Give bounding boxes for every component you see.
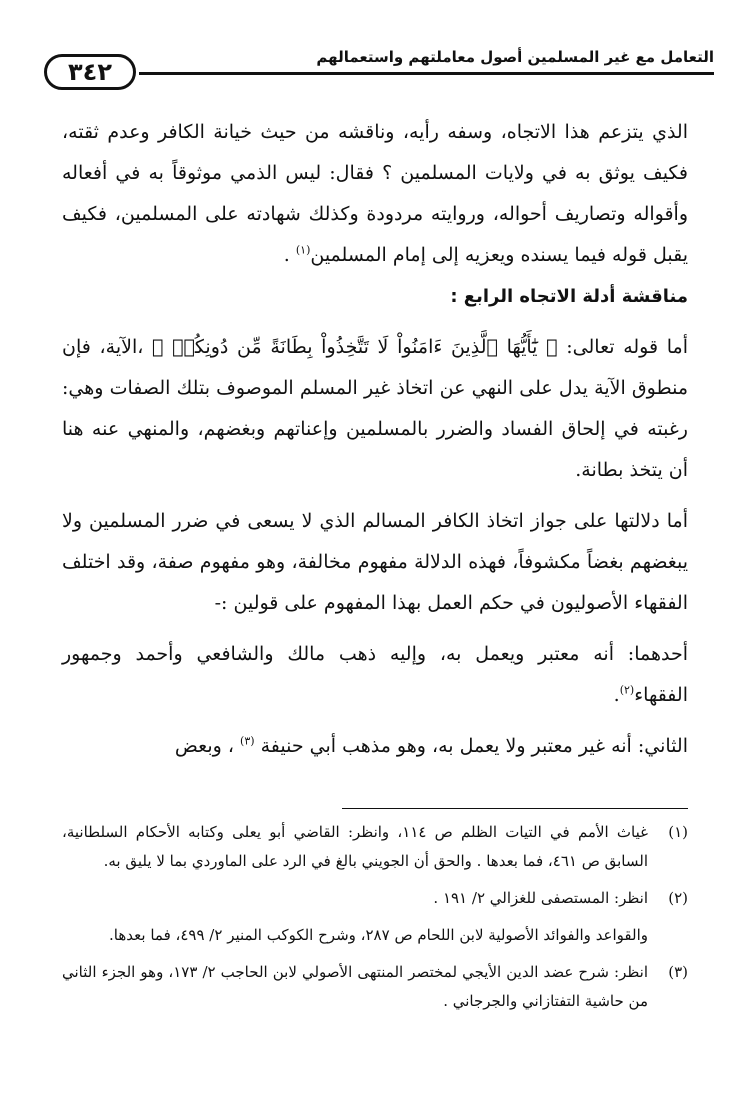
footnote-ref-2: (٢) bbox=[619, 683, 635, 697]
paragraph-1-text: الذي يتزعم هذا الاتجاه، وسفه رأيه، وناقشه من حيث خيانة الكافر وعدم ثقته، فكيف يوثق به في ولايات المسلمين ؟ فقال: ليس الذمي موثوقاً به في أفعاله وأقواله وتصاريف أحواله، وروايته مردودة وكذلك شهادته على المسلمين، فكيف يقبل قوله فيما يسنده ويعزيه إلى إمام المسلمين bbox=[62, 121, 688, 266]
footnote-number: (٣) bbox=[668, 963, 688, 981]
page-header bbox=[44, 44, 714, 92]
paragraph-2-rest: ،الآية، فإن منطوق الآية يدل على النهي عن اتخاذ غير المسلم الموصوف بتلك الصفات وهي: رغبته في إلحاق الفساد والضرر بالمسلمين وإعناتهم وبغضهم، والمنهي عنه هنا أن يتخذ بطانة. bbox=[62, 336, 688, 481]
paragraph-2 bbox=[62, 327, 688, 491]
paragraph-2-start: أما قوله تعالى: bbox=[566, 336, 688, 358]
footnote bbox=[62, 884, 688, 913]
paragraph-5-end: ، وبعض bbox=[174, 735, 234, 757]
running-title: التعامل مع غير المسلمين أصول معاملتهم واستعمالهم bbox=[316, 48, 714, 66]
main-text bbox=[62, 112, 688, 767]
footnotes bbox=[62, 818, 688, 1024]
footnote-text: غياث الأمم في التيات الظلم ص ١١٤، وانظر: القاضي أبو يعلى وكتابه الأحكام السلطانية، السابق ص ٤٦١، فما بعدها . والحق أن الجويني بالغ في الرد على الماوردي بما لا يليق به. bbox=[62, 823, 648, 870]
paragraph-4-text: أحدهما: أنه معتبر ويعمل به، وإليه ذهب مالك والشافعي وأحمد وجمهور الفقهاء bbox=[62, 643, 688, 706]
footnote-separator bbox=[342, 808, 688, 809]
footnote bbox=[62, 818, 688, 876]
footnote bbox=[62, 958, 688, 1016]
paragraph-5 bbox=[62, 726, 688, 767]
header-rule bbox=[139, 72, 714, 75]
footnote-ref-1: (١) bbox=[295, 243, 311, 257]
paragraph-5-text: الثاني: أنه غير معتبر ولا يعمل به، وهو مذهب أبي حنيفة bbox=[260, 735, 688, 757]
quran-verse: ﴿ يَٰٓأَيُّهَا ٱلَّذِينَ ءَامَنُواْ لَا تَتَّخِذُواْ بِطَانَةً مِّن دُونِكُمۡ ﴾ bbox=[152, 336, 558, 358]
paragraph-4: أحدهما: أنه معتبر ويعمل به، وإليه ذهب مالك والشافعي وأحمد وجمهور الفقهاء$^{(٢)}$. bbox=[62, 643, 688, 706]
paragraph-3: أما دلالتها على جواز اتخاذ الكافر المسالم الذي لا يسعى في ضرر المسلمين ولا يبغضهم بغضاً مكشوفاً، فهذه الدلالة مفهوم مخالفة، وهو مفهوم صفة، وقد اختلف الفقهاء الأصوليون في حكم العمل بهذا المفهوم على قولين :- bbox=[62, 510, 688, 614]
footnote-number bbox=[648, 921, 688, 950]
paragraph-1: الذي يتزعم هذا الاتجاه، وسفه رأيه، وناقشه من حيث خيانة الكافر وعدم ثقته، فكيف يوثق به في ولايات المسلمين ؟ فقال: ليس الذمي موثوقاً به في أفعاله وأقواله وتصاريف أحواله، وروايته مردودة وكذلك شهادته على المسلمين، فكيف يقبل قوله فيما يسنده ويعزيه إلى إمام المسلمين$^{(١)}$ . bbox=[62, 121, 688, 266]
page-number-frame bbox=[44, 54, 136, 90]
footnote-ref-3: (٣) bbox=[240, 734, 255, 748]
page-number: ٣٤٢ bbox=[68, 58, 112, 86]
footnote-number: (٢) bbox=[668, 889, 688, 907]
section-heading: مناقشة أدلة الاتجاه الرابع : bbox=[450, 286, 688, 307]
footnote-text: انظر: المستصفى للغزالي ٢/ ١٩١ . bbox=[433, 889, 648, 907]
footnote-text: والقواعد والفوائد الأصولية لابن اللحام ص ٢٨٧، وشرح الكوكب المنير ٢/ ٤٩٩، فما بعدها. bbox=[109, 926, 648, 944]
footnote-text: انظر: شرح عضد الدين الأيجي لمختصر المنتهى الأصولي لابن الحاجب ٢/ ١٧٣، وهو الجزء الثاني من حاشية التفتازاني والجرجاني . bbox=[62, 963, 649, 1010]
footnote-continuation bbox=[62, 921, 688, 950]
footnote-number: (١) bbox=[668, 823, 688, 841]
